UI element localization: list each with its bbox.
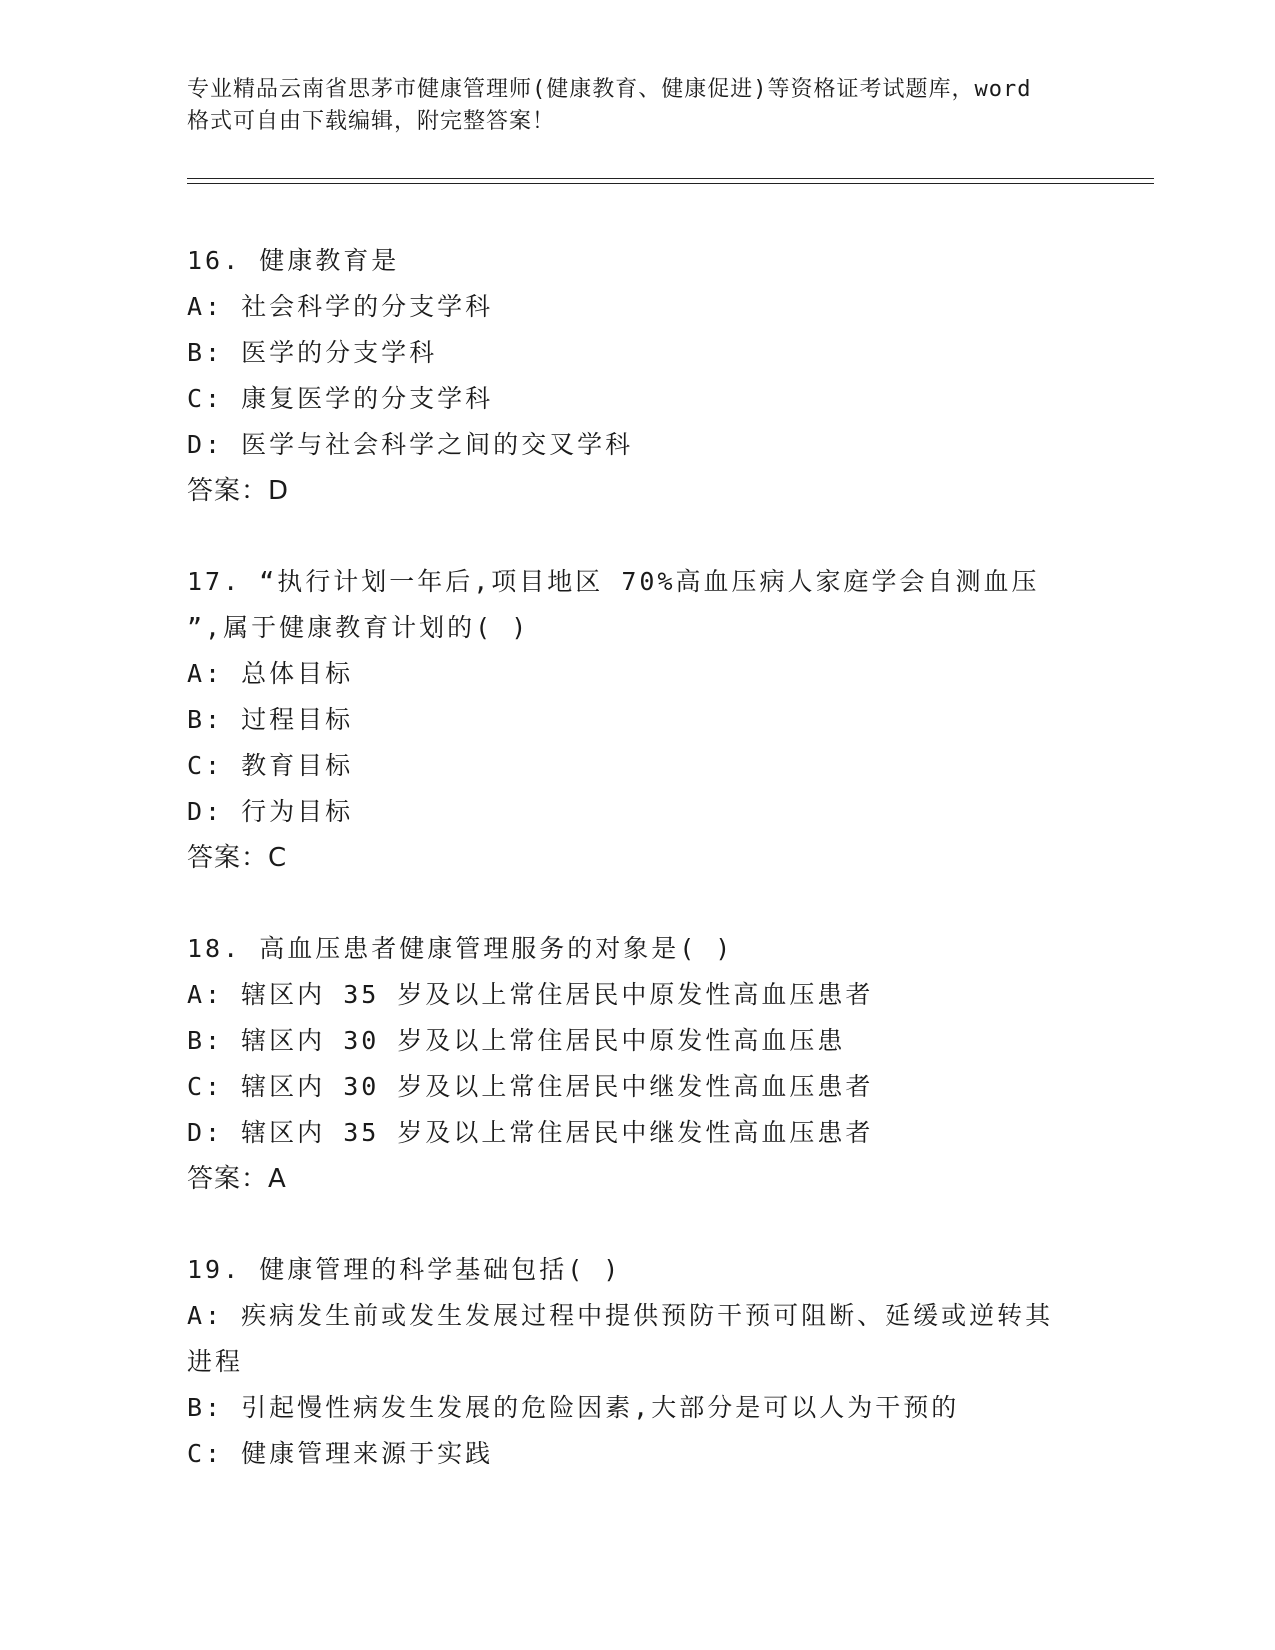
- answer-key: 答案：A: [187, 1164, 287, 1194]
- answer-option: D: 医学与社会科学之间的交叉学科: [187, 430, 634, 459]
- answer-option: 进程: [187, 1347, 244, 1376]
- answer-key: 答案：C: [187, 843, 288, 873]
- question-block: [187, 1247, 1147, 1477]
- answer-option: A: 社会科学的分支学科: [187, 292, 494, 321]
- answer-option: B: 辖区内 30 岁及以上常住居民中原发性高血压患: [187, 1026, 846, 1055]
- answer-option: C: 辖区内 30 岁及以上常住居民中继发性高血压患者: [187, 1072, 874, 1101]
- question-stem: 19. 健康管理的科学基础包括( ): [187, 1255, 622, 1284]
- header-line-2: 格式可自由下载编辑，附完整答案！: [187, 109, 556, 134]
- question-spacer: [187, 514, 1147, 559]
- answer-option: A: 辖区内 35 岁及以上常住居民中原发性高血压患者: [187, 980, 874, 1009]
- document-header: [187, 74, 1087, 138]
- question-spacer: [187, 881, 1147, 926]
- answer-option: A: 疾病发生前或发生发展过程中提供预防干预可阻断、延缓或逆转其: [187, 1301, 1054, 1330]
- answer-option: D: 辖区内 35 岁及以上常住居民中继发性高血压患者: [187, 1118, 874, 1147]
- answer-option: C: 康复医学的分支学科: [187, 384, 494, 413]
- question-stem: ”,属于健康教育计划的( ): [187, 613, 530, 642]
- header-line-1: 专业精品云南省思茅市健康管理师(健康教育、健康促进)等资格证考试题库，word: [187, 77, 1032, 102]
- header-divider-top: [187, 178, 1154, 179]
- question-block: [187, 926, 1147, 1202]
- answer-key: 答案：D: [187, 476, 290, 506]
- question-stem: 18. 高血压患者健康管理服务的对象是( ): [187, 934, 734, 963]
- answer-option: A: 总体目标: [187, 659, 354, 688]
- answer-option: C: 教育目标: [187, 751, 354, 780]
- answer-option: C: 健康管理来源于实践: [187, 1439, 494, 1468]
- question-list: [187, 238, 1147, 1477]
- header-divider-bottom: [187, 183, 1154, 184]
- question-block: [187, 238, 1147, 514]
- question-spacer: [187, 1202, 1147, 1247]
- answer-option: D: 行为目标: [187, 797, 354, 826]
- answer-option: B: 引起慢性病发生发展的危险因素,大部分是可以人为干预的: [187, 1393, 960, 1422]
- answer-option: B: 医学的分支学科: [187, 338, 438, 367]
- answer-option: B: 过程目标: [187, 705, 354, 734]
- question-stem: 16. 健康教育是: [187, 246, 400, 275]
- question-stem: 17. “执行计划一年后,项目地区 70%高血压病人家庭学会自测血压: [187, 567, 1040, 596]
- question-block: [187, 559, 1147, 881]
